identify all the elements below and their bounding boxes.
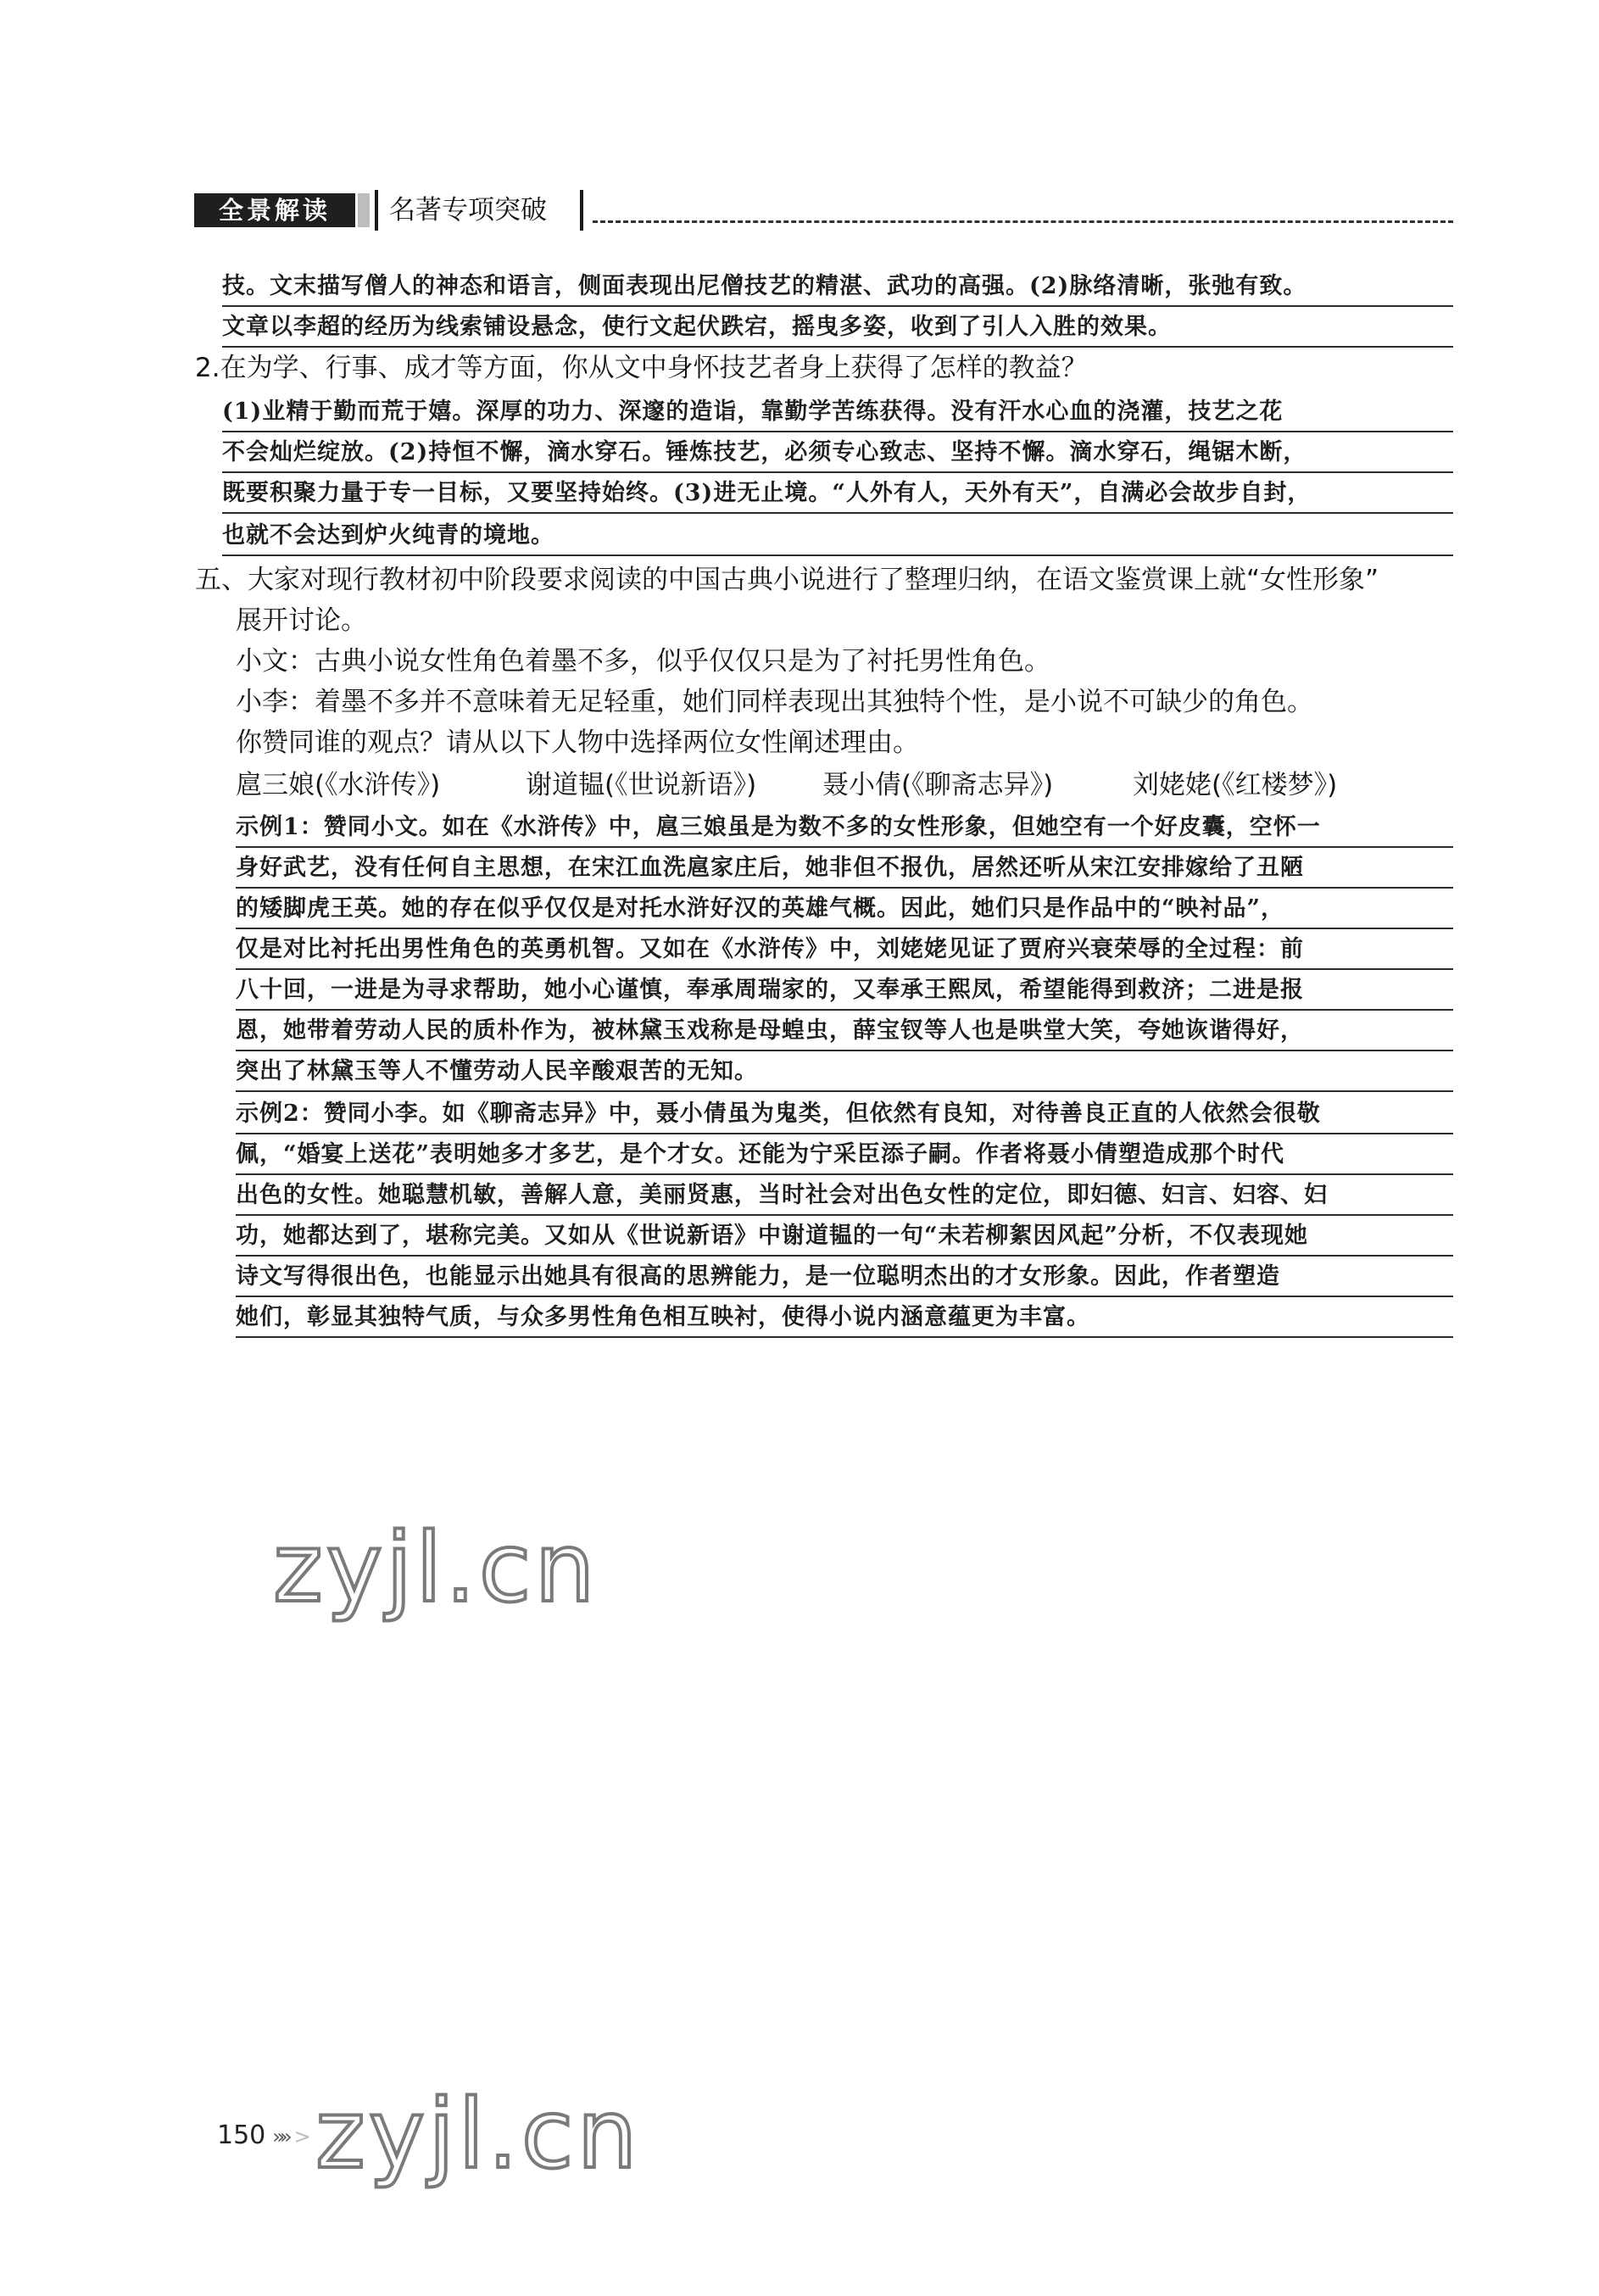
- example-2-line: 她们，彰显其独特气质，与众多男性角色相互映衬，使得小说内涵意蕴更为丰富。: [236, 1301, 1453, 1338]
- xiaowen-view: 小文：古典小说女性角色着墨不多，似乎仅仅只是为了衬托男性角色。: [236, 646, 1050, 677]
- example-1-line: 的矮脚虎王英。她的存在似乎仅仅是对托水浒好汉的英雄气概。因此，她们只是作品中的“映衬品”，: [236, 892, 1453, 929]
- page-footer: [217, 2120, 306, 2154]
- example-2-line: 出色的女性。她聪慧机敏，善解人意，美丽贤惠，当时社会对出色女性的定位，即妇德、妇言、妇容、妇: [236, 1179, 1453, 1216]
- example-1-line: 八十回，一进是为寻求帮助，她小心谨慎，奉承周瑞家的，又奉承王熙凤，希望能得到救济；二进是报: [236, 973, 1453, 1011]
- example-2-line: 诗文写得很出色，也能显示出她具有很高的思辨能力，是一位聪明杰出的才女形象。因此，作者塑造: [236, 1260, 1453, 1297]
- answer-line: 既要积聚力量于专一目标，又要坚持始终。(3)进无止境。“人外有人，天外有天”，自满必会故步自封，: [222, 476, 1453, 514]
- page-header: [194, 190, 1453, 229]
- watermark: zyjl.cn: [315, 2080, 641, 2190]
- answer-line: (1)业精于勤而荒于嬉。深厚的功力、深邃的造诣，靠勤学苦练获得。没有汗水心血的浇灌，技艺之花: [222, 395, 1453, 432]
- example-1-line: 恩，她带着劳动人民的质朴作为，被林黛玉戏称是母蝗虫，薛宝钗等人也是哄堂大笑，夸她诙谐得好，: [236, 1014, 1453, 1051]
- header-dashed-rule: [593, 220, 1453, 223]
- question-2: 2.在为学、行事、成才等方面，你从文中身怀技艺者身上获得了怎样的教益？: [195, 353, 1088, 383]
- xiaoli-view: 小李：着墨不多并不意味着无足轻重，她们同样表现出其独特个性，是小说不可缺少的角色。: [236, 687, 1313, 717]
- example-2-line: 示例2：赞同小李。如《聊斋志异》中，聂小倩虽为鬼类，但依然有良知，对待善良正直的人依然会很敬: [236, 1097, 1453, 1134]
- question-5: 五、大家对现行教材初中阶段要求阅读的中国古典小说进行了整理归纳，在语文鉴赏课上就“女性形象”: [195, 565, 1379, 595]
- header-divider-right: [580, 190, 583, 231]
- question-5-cont: 展开讨论。: [236, 605, 367, 636]
- page-number: 150: [217, 2120, 266, 2150]
- example-1-line: 示例1：赞同小文。如在《水浒传》中，扈三娘虽是为数不多的女性形象，但她空有一个好皮囊，空怀一: [236, 811, 1453, 848]
- answer-line: 技。文末描写僧人的神态和语言，侧面表现出尼僧技艺的精湛、武功的高强。(2)脉络清晰，张弛有致。: [222, 270, 1453, 307]
- example-2-line: 功，她都达到了，堪称完美。又如从《世说新语》中谢道韫的一句“未若柳絮因风起”分析，不仅表现她: [236, 1219, 1453, 1257]
- section-badge: 全景解读: [194, 193, 355, 227]
- character-option: 扈三娘(《水浒传》): [236, 770, 441, 800]
- section-subtitle: 名著专项突破: [389, 195, 547, 226]
- watermark: zyjl.cn: [273, 1513, 599, 1624]
- answer-line: 文章以李超的经历为线索铺设悬念，使行文起伏跌宕，摇曳多姿，收到了引人入胜的效果。: [222, 310, 1453, 348]
- page-arrows-fade-icon: >: [293, 2125, 306, 2148]
- character-list: [236, 768, 1448, 804]
- header-divider: [375, 190, 378, 231]
- example-1-line: 仅是对比衬托出男性角色的英勇机智。又如在《水浒传》中，刘姥姥见证了贾府兴衰荣辱的全过程：前: [236, 933, 1453, 970]
- example-1-line: 身好武艺，没有任何自主思想，在宋江血洗扈家庄后，她非但不报仇，居然还听从宋江安排嫁给了丑陋: [236, 851, 1453, 889]
- character-option: 刘姥姥(《红楼梦》): [1133, 770, 1338, 800]
- answer-line: 不会灿烂绽放。(2)持恒不懈，滴水穿石。锤炼技艺，必须专心致志、坚持不懈。滴水穿石，绳锯木断，: [222, 436, 1453, 473]
- question-prompt: 你赞同谁的观点？请从以下人物中选择两位女性阐述理由。: [236, 727, 919, 758]
- character-option: 谢道韫(《世说新语》): [526, 770, 757, 800]
- character-option: 聂小倩(《聊斋志异》): [822, 770, 1054, 800]
- badge-shadow: [358, 193, 370, 227]
- page-arrows-icon: »»: [272, 2125, 287, 2148]
- answer-line: 也就不会达到炉火纯青的境地。: [222, 519, 1453, 556]
- example-1-line: 突出了林黛玉等人不懂劳动人民辛酸艰苦的无知。: [236, 1055, 1453, 1092]
- example-2-line: 佩，“婚宴上送花”表明她多才多艺，是个才女。还能为宁采臣添子嗣。作者将聂小倩塑造成那个时代: [236, 1138, 1453, 1175]
